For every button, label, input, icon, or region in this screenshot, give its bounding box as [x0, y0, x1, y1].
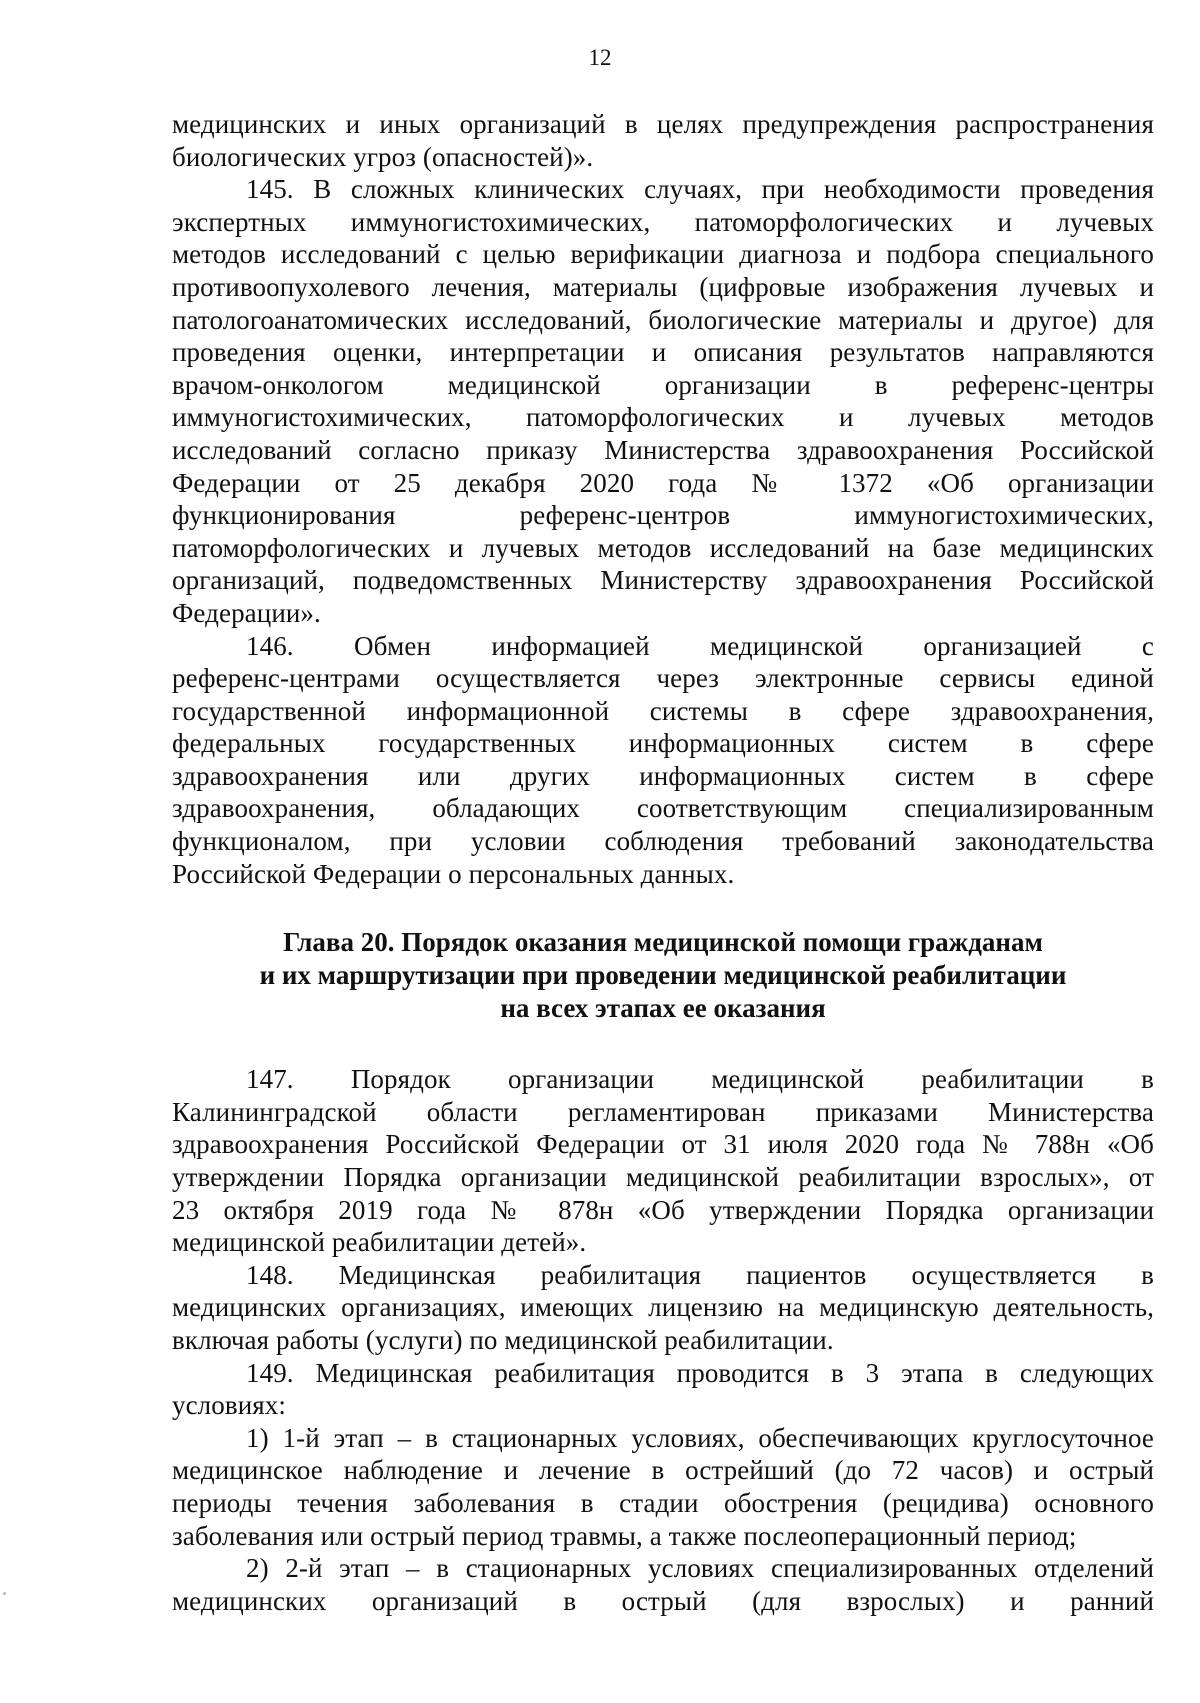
paragraph-146: [172, 630, 1154, 891]
scan-speck: [3, 1592, 6, 1595]
text-line: функционирования референс-центров иммуногистохимических,: [172, 500, 1154, 531]
paragraph-149: [172, 1357, 1154, 1422]
heading-line: Глава 20. Порядок оказания медицинской помощи гражданам: [283, 927, 1043, 958]
text-line: 23 октября 2019 года № 878н «Об утверждении Порядка организации: [172, 1194, 1154, 1225]
text-line: условиях:: [172, 1390, 286, 1421]
text-line: 2) 2-й этап – в стационарных условиях специализированных отделений: [246, 1553, 1154, 1584]
text-line: Федерации от 25 декабря 2020 года № 1372 «Об организации: [172, 467, 1154, 498]
heading-line: на всех этапах ее оказания: [500, 993, 826, 1024]
text-line: патоморфологических и лучевых методов исследований на базе медицинских: [172, 532, 1154, 563]
text-line: 146. Обмен информацией медицинской организацией с: [246, 630, 1154, 661]
text-line: 147. Порядок организации медицинской реабилитации в: [246, 1064, 1154, 1095]
page-number: 12: [588, 45, 612, 70]
text-line: заболевания или острый период травмы, а также послеоперационный период;: [172, 1520, 1077, 1551]
text-line: патологоанатомических исследований, биологические материалы и другое) для: [172, 304, 1154, 335]
document-body: [172, 108, 1154, 1617]
text-line: периоды течения заболевания в стадии обострения (рецидива) основного: [172, 1487, 1154, 1518]
text-line: здравоохранения или других информационных систем в сфере: [172, 760, 1154, 791]
text-line: референс-центрами осуществляется через электронные сервисы единой: [172, 663, 1154, 694]
chapter-heading: [172, 926, 1154, 1025]
list-item-stage-1: [172, 1422, 1154, 1552]
text-line: исследований согласно приказу Министерства здравоохранения Российской: [172, 434, 1154, 465]
text-line: здравоохранения Российской Федерации от 31 июля 2020 года № 788н «Об: [172, 1129, 1154, 1160]
text-line: здравоохранения, обладающих соответствующим специализированным: [172, 793, 1154, 824]
text-line: включая работы (услуги) по медицинской реабилитации.: [172, 1325, 834, 1355]
paragraph-continuation: [172, 108, 1154, 173]
paragraph-148: [172, 1259, 1154, 1357]
heading-line: и их маршрутизации при проведении медицинской реабилитации: [259, 960, 1067, 991]
text-line: утверждении Порядка организации медицинской реабилитации взрослых», от: [172, 1162, 1154, 1193]
text-line: медицинских организаций в острый (для взрослых) и ранний: [172, 1585, 1154, 1616]
text-line: медицинских и иных организаций в целях предупреждения распространения: [172, 109, 1154, 139]
text-line: врачом-онкологом медицинской организации в референс-центры: [172, 369, 1154, 400]
paragraph-147: [172, 1063, 1154, 1259]
text-line: иммуногистохимических, патоморфологических и лучевых методов: [172, 402, 1154, 433]
text-line: медицинских организациях, имеющих лицензию на медицинскую деятельность,: [172, 1292, 1154, 1323]
text-line: 148. Медицинская реабилитация пациентов осуществляется в: [246, 1259, 1154, 1290]
text-line: противоопухолевого лечения, материалы (цифровые изображения лучевых и: [172, 271, 1154, 302]
text-line: проведения оценки, интерпретации и описания результатов направляются: [172, 337, 1154, 368]
text-line: биологических угроз (опасностей)».: [172, 141, 594, 172]
text-line: государственной информационной системы в сфере здравоохранения,: [172, 695, 1154, 726]
text-line: методов исследований с целью верификации диагноза и подбора специального: [172, 239, 1154, 270]
paragraph-145: [172, 173, 1154, 629]
text-line: 145. В сложных клинических случаях, при необходимости проведения: [246, 174, 1154, 205]
text-line: медицинской реабилитации детей».: [172, 1227, 587, 1258]
text-line: функционалом, при условии соблюдения требований законодательства: [172, 826, 1154, 857]
text-line: 149. Медицинская реабилитация проводится в 3 этапа в следующих: [246, 1357, 1154, 1388]
text-line: 1) 1-й этап – в стационарных условиях, обеспечивающих круглосуточное: [246, 1422, 1154, 1453]
list-item-stage-2: [172, 1552, 1154, 1617]
text-line: Федерации».: [172, 597, 321, 628]
text-line: организаций, подведомственных Министерству здравоохранения Российской: [172, 565, 1154, 596]
text-line: федеральных государственных информационных систем в сфере: [172, 728, 1154, 759]
text-line: Калининградской области регламентирован приказами Министерства: [172, 1096, 1154, 1127]
text-line: медицинское наблюдение и лечение в острейший (до 72 часов) и острый: [172, 1455, 1154, 1486]
text-line: Российской Федерации о персональных данных.: [172, 858, 735, 889]
text-line: экспертных иммуногистохимических, патоморфологических и лучевых: [172, 206, 1154, 237]
